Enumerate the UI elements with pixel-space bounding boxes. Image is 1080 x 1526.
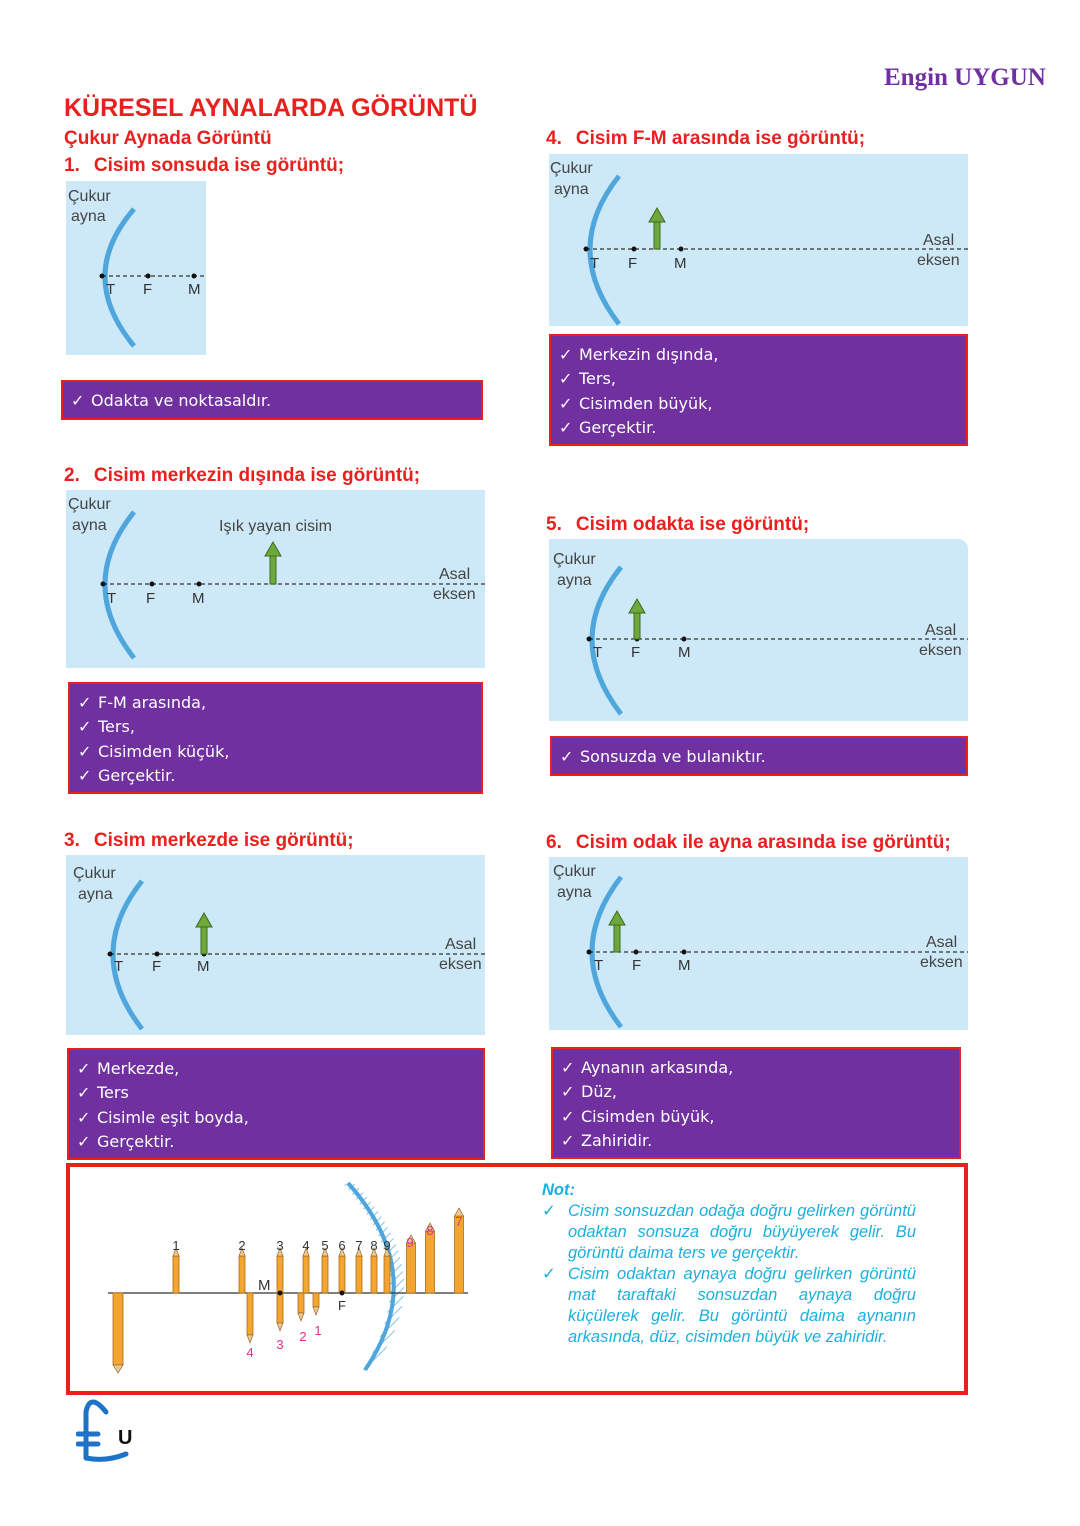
case-4-result (549, 334, 968, 446)
result-item: ✓ Cisimden büyük, (561, 1106, 715, 1126)
pencil (371, 1256, 377, 1293)
object-arrow-icon (609, 911, 625, 925)
axis-label: Asal (445, 936, 477, 953)
check-icon: ✓ (561, 1106, 575, 1126)
case-2-heading: 2. Cisim merkezin dışında ise görüntü; (64, 465, 421, 486)
logo-text: U (118, 1427, 133, 1449)
pencil-label: 4 (302, 1238, 310, 1253)
point-M: M (678, 957, 691, 974)
point-F: F (628, 255, 638, 272)
pencil-label: 7 (355, 1238, 363, 1253)
concave-mirror-icon (590, 176, 619, 324)
mirror-label: Çukur (73, 865, 116, 882)
concave-mirror-icon (105, 512, 134, 658)
pencil-image-diagram (100, 1175, 480, 1380)
result-item: ✓ Cisimle eşit boyda, (77, 1107, 249, 1127)
pencil (356, 1256, 362, 1293)
check-icon: ✓ (559, 418, 573, 438)
result-item: ✓ Merkezin dışında, (559, 344, 719, 364)
result-item: ✓ F-M arasında, (78, 692, 207, 712)
object-pencils (173, 1208, 464, 1293)
check-icon: ✓ (78, 741, 92, 761)
check-icon: ✓ (559, 369, 573, 389)
check-icon: ✓ (77, 1132, 91, 1152)
axis-label: Asal (923, 232, 955, 249)
point-F: F (338, 1298, 346, 1313)
point-T: T (594, 957, 604, 974)
point-M: M (674, 255, 687, 272)
case-1-heading: 1. Cisim sonsuda ise görüntü; (64, 155, 345, 176)
pencil-label: 8 (370, 1238, 378, 1253)
pencil-label: 8 (426, 1223, 434, 1238)
check-icon: ✓ (559, 393, 573, 413)
point-M: M (192, 590, 205, 607)
pencil (339, 1256, 345, 1293)
point-F: F (146, 590, 156, 607)
pencil-label: 4 (246, 1345, 254, 1360)
concave-mirror-icon (113, 881, 142, 1029)
concave-mirror-icon (105, 209, 134, 346)
pencil (303, 1256, 309, 1293)
case-1-ray-diagram (66, 181, 206, 355)
light-object-label: Işık yayan cisim (219, 518, 332, 535)
point-T: T (106, 281, 116, 298)
mirror-label-2: ayna (554, 181, 589, 198)
page-title: KÜRESEL AYNALARDA GÖRÜNTÜ (64, 94, 478, 122)
point-F: F (143, 281, 153, 298)
pencil-label: 6 (338, 1238, 346, 1253)
point-F: F (632, 957, 642, 974)
check-icon: ✓ (77, 1058, 91, 1078)
check-icon: ✓ (78, 692, 92, 712)
check-icon: ✓ (77, 1107, 91, 1127)
section-subtitle: Çukur Aynada Görüntü (64, 128, 272, 149)
pencil-labels (172, 1214, 462, 1360)
pencil-label: 1 (172, 1238, 180, 1253)
point-M: M (258, 1277, 271, 1294)
check-icon: ✓ (71, 390, 85, 410)
result-item: ✓ Ters (77, 1083, 129, 1103)
point-M: M (678, 644, 691, 661)
mirror-label-2: ayna (71, 208, 106, 225)
check-icon: ✓ (561, 1057, 575, 1077)
case-4-diagram (549, 154, 968, 326)
axis-label: Asal (439, 566, 471, 583)
pencil-label: 9 (383, 1238, 391, 1253)
check-icon: ✓ (78, 766, 92, 786)
result-item: ✓ Zahiridir. (561, 1131, 653, 1151)
pencil (426, 1231, 435, 1293)
point-T: T (107, 590, 117, 607)
pencil-label: 9 (406, 1235, 414, 1250)
axis-label: Asal (925, 622, 957, 639)
point-M: M (197, 958, 210, 975)
result-item: ✓ Gerçektir. (559, 418, 657, 438)
mirror-label: Çukur (68, 188, 111, 205)
point-T: T (590, 255, 600, 272)
case-1-diagram (66, 181, 206, 355)
pencil (173, 1256, 179, 1293)
case-3-heading: 3. Cisim merkezde ise görüntü; (64, 830, 354, 851)
pencil (407, 1243, 416, 1293)
case-3-result (67, 1048, 485, 1160)
mirror-label-2: ayna (78, 886, 113, 903)
result-item: ✓ Cisimden küçük, (78, 741, 230, 761)
check-icon: ✓ (78, 717, 92, 737)
case-5-diagram (549, 539, 968, 721)
check-icon: ✓ (561, 1082, 575, 1102)
case-4-ray-diagram (549, 154, 968, 326)
case-5-ray-diagram (549, 539, 968, 721)
pencil-label: 2 (299, 1329, 307, 1344)
pencil (313, 1293, 319, 1307)
object-arrow-icon (196, 913, 212, 927)
case-4-heading: 4. Cisim F-M arasında ise görüntü; (546, 128, 866, 149)
mirror-label-2: ayna (557, 884, 592, 901)
result-item: ✓ Sonsuzda ve bulanıktır. (560, 746, 766, 766)
result-item: ✓ Ters, (559, 369, 616, 389)
axis-label-2: eksen (919, 642, 962, 659)
mirror-label-2: ayna (557, 572, 592, 589)
object-arrow-icon (649, 208, 665, 222)
check-icon: ✓ (559, 344, 573, 364)
concave-mirror-icon (592, 567, 621, 714)
mirror-label-2: ayna (72, 517, 107, 534)
case-6-ray-diagram (549, 857, 968, 1030)
pencil-label: 1 (314, 1323, 322, 1338)
pencil (247, 1293, 253, 1335)
axis-label: Asal (926, 934, 958, 951)
pencil-tip (313, 1307, 319, 1315)
point-F: F (631, 644, 641, 661)
pencil (277, 1256, 283, 1293)
case-6-result (551, 1047, 961, 1159)
check-icon: ✓ (561, 1131, 575, 1151)
pencil-label: 5 (321, 1238, 329, 1253)
light-object-arrow-icon (265, 542, 281, 556)
note-item: ✓ Cisim odaktan aynaya doğru gelirken görüntü mat taraftaki sonsuzdan aynaya doğru küçülerek gelir. Bu görüntü daima aynanın arkasında, düz, cisimden büyük ve zahiridir. (542, 1265, 916, 1346)
image-pencils (113, 1293, 322, 1373)
result-item: ✓ Cisimden büyük, (559, 393, 713, 413)
pencil-tip (247, 1335, 253, 1343)
axis-label-2: eksen (920, 954, 963, 971)
result-item: ✓ Merkezde, (77, 1058, 180, 1078)
mirror-label: Çukur (553, 551, 596, 568)
author-name: Engin UYGUN (884, 64, 1046, 91)
result-item: ✓ Odakta ve noktasaldır. (71, 390, 272, 410)
pencil-label: 3 (276, 1238, 284, 1253)
case-3-ray-diagram (66, 855, 485, 1035)
result-item: ✓ Gerçektir. (77, 1132, 175, 1152)
result-item: ✓ Ters, (78, 717, 135, 737)
pencil-tip (298, 1313, 304, 1321)
pencil (298, 1293, 304, 1313)
point-M: M (188, 281, 201, 298)
case-5-result (550, 736, 968, 776)
pencil-label: 7 (455, 1214, 463, 1229)
case-3-diagram (66, 855, 485, 1035)
note-title: Not: (542, 1181, 575, 1199)
case-6-heading: 6. Cisim odak ile ayna arasında ise görüntü; (546, 832, 951, 853)
pencil-tip (113, 1365, 123, 1373)
axis-label-2: eksen (439, 956, 482, 973)
case-1-result (61, 380, 483, 420)
mirror-label: Çukur (550, 160, 593, 177)
result-item: ✓ Düz, (561, 1082, 617, 1102)
check-icon: ✓ (542, 1202, 556, 1220)
case-5-heading: 5. Cisim odakta ise görüntü; (546, 514, 810, 535)
pencil (384, 1256, 390, 1293)
note-item: ✓ Cisim sonsuzdan odağa doğru gelirken görüntü odaktan sonsuza doğru büyüyerek gelir. Bu görüntü daima ters ve gerçektir. (542, 1202, 916, 1262)
pencil (277, 1293, 283, 1323)
pencil (322, 1256, 328, 1293)
check-icon: ✓ (560, 746, 574, 766)
pencil-tip (277, 1323, 283, 1331)
logo-icon (76, 1392, 136, 1464)
mirror-label: Çukur (553, 863, 596, 880)
point-T: T (114, 958, 124, 975)
check-icon: ✓ (77, 1083, 91, 1103)
pencil (239, 1256, 245, 1293)
result-item: ✓ Aynanın arkasında, (561, 1057, 734, 1077)
case-2-diagram (66, 490, 485, 668)
pencil-label: 3 (276, 1337, 284, 1352)
object-arrow-icon (629, 599, 645, 613)
point-F: F (152, 958, 162, 975)
axis-label-2: eksen (917, 252, 960, 269)
pencil (113, 1293, 123, 1365)
case-6-diagram (549, 857, 968, 1030)
case-2-ray-diagram (66, 490, 485, 668)
point-T: T (593, 644, 603, 661)
mirror-label: Çukur (68, 496, 111, 513)
axis-label-2: eksen (433, 586, 476, 603)
result-item: ✓ Gerçektir. (78, 766, 176, 786)
case-2-result (68, 682, 483, 794)
note-text (542, 1180, 916, 1348)
pencil-label: 2 (238, 1238, 246, 1253)
check-icon: ✓ (542, 1265, 556, 1283)
